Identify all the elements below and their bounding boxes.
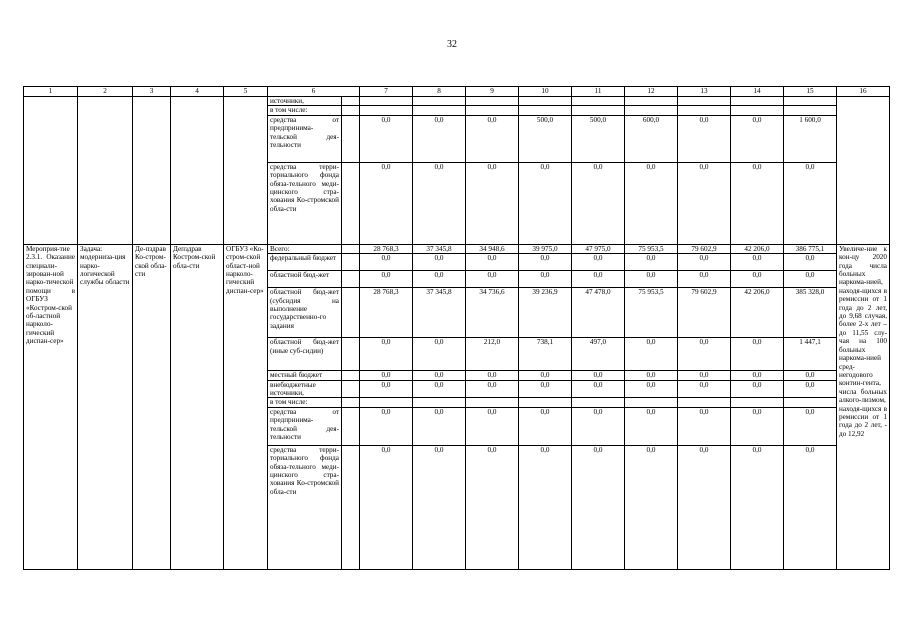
value-cell: 34 948,6 bbox=[466, 244, 519, 253]
header-col-12: 12 bbox=[625, 87, 678, 97]
continued-col-2 bbox=[78, 97, 133, 245]
spacer-cell bbox=[342, 97, 360, 106]
spacer-cell bbox=[342, 371, 360, 380]
measure-name: Мероприя-тие 2.3.1. Оказание специали-зирован-ной нарко-тической помощи в ОГБУЗ «Костром-ской об-ластной нарколо-гический диспан-сер» bbox=[24, 244, 78, 569]
value-cell: 0,0 bbox=[625, 271, 678, 288]
spacer-cell bbox=[342, 288, 360, 338]
value-cell: 0,0 bbox=[572, 371, 625, 380]
value-cell: 1 600,0 bbox=[784, 115, 837, 162]
value-cell: 0,0 bbox=[625, 445, 678, 569]
value-cell bbox=[466, 97, 519, 106]
spacer-cell bbox=[342, 271, 360, 288]
spacer-cell bbox=[342, 398, 360, 407]
spacer-cell bbox=[342, 106, 360, 115]
value-cell: 0,0 bbox=[466, 254, 519, 271]
value-cell bbox=[519, 106, 572, 115]
value-cell: 0,0 bbox=[360, 162, 413, 244]
value-cell: 0,0 bbox=[678, 115, 731, 162]
row-label: средства терри-ториального фонда обяза-тельного меди-цинского стра-хования Ко-стромской обла-сти bbox=[268, 162, 342, 244]
value-cell: 39 975,0 bbox=[519, 244, 572, 253]
value-cell: 500,0 bbox=[519, 115, 572, 162]
value-cell bbox=[466, 106, 519, 115]
value-cell: 0,0 bbox=[413, 371, 466, 380]
table-body bbox=[24, 87, 890, 570]
value-cell: 0,0 bbox=[784, 371, 837, 380]
value-cell: 0,0 bbox=[519, 162, 572, 244]
value-cell: 28 768,3 bbox=[360, 288, 413, 338]
value-cell bbox=[519, 97, 572, 106]
value-cell: 34 736,6 bbox=[466, 288, 519, 338]
value-cell bbox=[784, 106, 837, 115]
value-cell: 0,0 bbox=[784, 162, 837, 244]
spacer-cell bbox=[342, 115, 360, 162]
value-cell: 0,0 bbox=[731, 371, 784, 380]
header-col-2: 2 bbox=[78, 87, 133, 97]
page-number: 32 bbox=[447, 39, 457, 50]
value-cell: 47 478,0 bbox=[572, 288, 625, 338]
value-cell bbox=[678, 398, 731, 407]
value-cell: 0,0 bbox=[678, 254, 731, 271]
value-cell: 0,0 bbox=[466, 407, 519, 445]
header-col-16: 16 bbox=[837, 87, 890, 97]
value-cell: 42 206,0 bbox=[731, 244, 784, 253]
value-cell: 497,0 bbox=[572, 338, 625, 371]
continued-col-4 bbox=[171, 97, 224, 245]
value-cell: 0,0 bbox=[360, 338, 413, 371]
value-cell: 0,0 bbox=[360, 445, 413, 569]
value-cell: 0,0 bbox=[466, 162, 519, 244]
continued-col-1 bbox=[24, 97, 78, 245]
spacer-cell bbox=[342, 407, 360, 445]
coordinator: Депздрав Костром-ской обла-сти bbox=[171, 244, 224, 569]
value-cell: 0,0 bbox=[731, 380, 784, 398]
value-cell: 0,0 bbox=[519, 407, 572, 445]
value-cell: 0,0 bbox=[731, 338, 784, 371]
value-cell: 600,0 bbox=[625, 115, 678, 162]
row-label: внебюджетные источники, bbox=[268, 380, 342, 398]
value-cell: 0,0 bbox=[519, 445, 572, 569]
row-label: федеральный бюджет bbox=[268, 254, 342, 271]
value-cell: 0,0 bbox=[413, 162, 466, 244]
row-label: местный бюджет bbox=[268, 371, 342, 380]
value-cell: 0,0 bbox=[731, 271, 784, 288]
value-cell: 79 602,9 bbox=[678, 288, 731, 338]
value-cell: 0,0 bbox=[413, 271, 466, 288]
value-cell bbox=[572, 97, 625, 106]
header-col-5: 5 bbox=[224, 87, 268, 97]
value-cell bbox=[625, 97, 678, 106]
value-cell: 0,0 bbox=[413, 445, 466, 569]
value-cell bbox=[413, 97, 466, 106]
value-cell bbox=[360, 97, 413, 106]
value-cell: 0,0 bbox=[572, 254, 625, 271]
header-col-7: 7 bbox=[360, 87, 413, 97]
value-cell: 738,1 bbox=[519, 338, 572, 371]
value-cell: 0,0 bbox=[466, 380, 519, 398]
value-cell: 0,0 bbox=[731, 115, 784, 162]
value-cell: 0,0 bbox=[678, 407, 731, 445]
value-cell: 0,0 bbox=[625, 371, 678, 380]
header-col-11: 11 bbox=[572, 87, 625, 97]
value-cell: 0,0 bbox=[625, 254, 678, 271]
top-row bbox=[24, 97, 890, 106]
value-cell: 0,0 bbox=[360, 380, 413, 398]
value-cell bbox=[731, 398, 784, 407]
value-cell bbox=[360, 106, 413, 115]
continued-col-5 bbox=[224, 97, 268, 245]
value-cell: 28 768,3 bbox=[360, 244, 413, 253]
value-cell: 0,0 bbox=[731, 254, 784, 271]
value-cell bbox=[572, 106, 625, 115]
value-cell bbox=[413, 398, 466, 407]
value-cell: 0,0 bbox=[678, 445, 731, 569]
value-cell: 385 328,0 bbox=[784, 288, 837, 338]
row-label: источники, bbox=[268, 97, 342, 106]
header-col-1: 1 bbox=[24, 87, 78, 97]
value-cell: 0,0 bbox=[413, 407, 466, 445]
value-cell: 0,0 bbox=[678, 162, 731, 244]
customer: Де-пздрав Ко-стром-ской обла-сти bbox=[133, 244, 171, 569]
executor: ОГБУЗ «Ко-стром-ской област-ной нарколо-гический диспан-сер» bbox=[224, 244, 268, 569]
value-cell: 0,0 bbox=[360, 115, 413, 162]
value-cell: 0,0 bbox=[519, 254, 572, 271]
value-cell: 0,0 bbox=[625, 380, 678, 398]
spacer-cell bbox=[342, 162, 360, 244]
value-cell bbox=[784, 97, 837, 106]
value-cell: 0,0 bbox=[466, 445, 519, 569]
value-cell: 0,0 bbox=[519, 271, 572, 288]
value-cell: 42 206,0 bbox=[731, 288, 784, 338]
value-cell: 500,0 bbox=[572, 115, 625, 162]
value-cell bbox=[678, 106, 731, 115]
value-cell: 0,0 bbox=[413, 254, 466, 271]
value-cell: 37 345,8 bbox=[413, 244, 466, 253]
value-cell: 0,0 bbox=[678, 380, 731, 398]
value-cell: 0,0 bbox=[413, 338, 466, 371]
value-cell: 0,0 bbox=[360, 254, 413, 271]
value-cell: 0,0 bbox=[784, 254, 837, 271]
value-cell: 212,0 bbox=[466, 338, 519, 371]
header-col-9: 9 bbox=[466, 87, 519, 97]
spacer-cell bbox=[342, 338, 360, 371]
value-cell: 0,0 bbox=[466, 271, 519, 288]
measure-row bbox=[24, 244, 890, 253]
value-cell: 47 975,0 bbox=[572, 244, 625, 253]
value-cell: 0,0 bbox=[784, 407, 837, 445]
value-cell bbox=[784, 398, 837, 407]
value-cell bbox=[466, 398, 519, 407]
value-cell bbox=[731, 106, 784, 115]
value-cell bbox=[519, 398, 572, 407]
value-cell: 0,0 bbox=[360, 271, 413, 288]
value-cell: 75 953,5 bbox=[625, 244, 678, 253]
value-cell: 0,0 bbox=[625, 407, 678, 445]
value-cell: 0,0 bbox=[731, 407, 784, 445]
continued-col-16 bbox=[837, 97, 890, 245]
header-col-13: 13 bbox=[678, 87, 731, 97]
value-cell: 0,0 bbox=[360, 407, 413, 445]
value-cell bbox=[731, 97, 784, 106]
value-cell: 0,0 bbox=[466, 115, 519, 162]
value-cell bbox=[360, 398, 413, 407]
value-cell: 0,0 bbox=[572, 380, 625, 398]
value-cell: 0,0 bbox=[625, 162, 678, 244]
value-cell: 0,0 bbox=[678, 371, 731, 380]
spacer-cell bbox=[342, 445, 360, 569]
value-cell: 0,0 bbox=[466, 371, 519, 380]
value-cell: 0,0 bbox=[572, 407, 625, 445]
value-cell: 75 953,5 bbox=[625, 288, 678, 338]
value-cell: 0,0 bbox=[413, 115, 466, 162]
value-cell: 0,0 bbox=[625, 338, 678, 371]
header-col-4: 4 bbox=[171, 87, 224, 97]
value-cell: 0,0 bbox=[572, 271, 625, 288]
header-row bbox=[24, 87, 890, 97]
value-cell: 0,0 bbox=[572, 162, 625, 244]
value-cell: 0,0 bbox=[519, 371, 572, 380]
value-cell: 0,0 bbox=[731, 445, 784, 569]
value-cell bbox=[572, 398, 625, 407]
value-cell: 39 236,9 bbox=[519, 288, 572, 338]
value-cell bbox=[625, 106, 678, 115]
spacer-cell bbox=[342, 380, 360, 398]
row-label: областной бюд-жет (субсидия на выполнение государственно-го задания bbox=[268, 288, 342, 338]
row-label: в том числе: bbox=[268, 106, 342, 115]
continued-col-3 bbox=[133, 97, 171, 245]
header-col-15: 15 bbox=[784, 87, 837, 97]
header-col-6: 6 bbox=[268, 87, 360, 97]
value-cell: 0,0 bbox=[731, 162, 784, 244]
spacer-cell bbox=[342, 244, 360, 253]
value-cell: 0,0 bbox=[360, 371, 413, 380]
value-cell: 79 602,9 bbox=[678, 244, 731, 253]
value-cell: 37 345,8 bbox=[413, 288, 466, 338]
value-cell bbox=[413, 106, 466, 115]
value-cell bbox=[678, 97, 731, 106]
value-cell: 0,0 bbox=[572, 445, 625, 569]
row-label: средства от предпринима-тельской дея-тельности bbox=[268, 407, 342, 445]
value-cell bbox=[625, 398, 678, 407]
value-cell: 386 775,1 bbox=[784, 244, 837, 253]
header-col-14: 14 bbox=[731, 87, 784, 97]
header-col-3: 3 bbox=[133, 87, 171, 97]
value-cell: 0,0 bbox=[678, 271, 731, 288]
task-description: Задача: модерниза-ция нарко-логической службы области bbox=[78, 244, 133, 569]
row-label: средства терри-ториального фонда обяза-тельного меди-цинского стра-хования Ко-стромской обла-сти bbox=[268, 445, 342, 569]
header-col-10: 10 bbox=[519, 87, 572, 97]
row-label: областной бюд-жет bbox=[268, 271, 342, 288]
spacer-cell bbox=[342, 254, 360, 271]
budget-table bbox=[23, 86, 890, 570]
value-cell: 0,0 bbox=[784, 445, 837, 569]
header-col-8: 8 bbox=[413, 87, 466, 97]
value-cell: 0,0 bbox=[678, 338, 731, 371]
value-cell: 1 447,1 bbox=[784, 338, 837, 371]
value-cell: 0,0 bbox=[413, 380, 466, 398]
expected-result: Увеличе-ние к кон-цу 2020 года числа больных наркома-нией, находя-щихся в ремиссии от 1 года до 2 лет, до 9,68 случая, более 2-х лет – до 11,55 слу-чая на 100 больных наркома-нией сред-негодового контин-гента, числа больных алкого-лизмом, находя-щихся в ремиссии от 1 года до 2 лет, - до 12,92 bbox=[837, 244, 890, 569]
row-label: средства от предпринима-тельской дея-тельности bbox=[268, 115, 342, 162]
value-cell: 0,0 bbox=[784, 380, 837, 398]
row-label: Всего: bbox=[268, 244, 342, 253]
value-cell: 0,0 bbox=[519, 380, 572, 398]
row-label: областной бюд-жет (иные суб-сидии) bbox=[268, 338, 342, 371]
row-label: в том числе: bbox=[268, 398, 342, 407]
value-cell: 0,0 bbox=[784, 271, 837, 288]
